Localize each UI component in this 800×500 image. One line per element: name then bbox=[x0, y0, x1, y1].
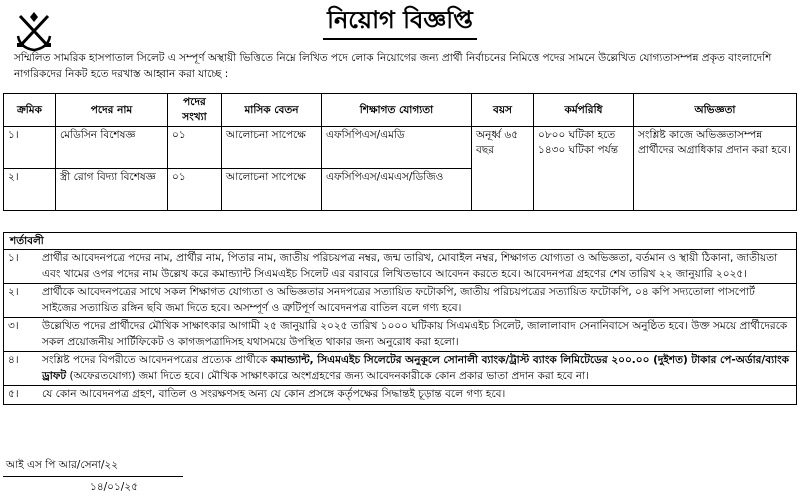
condition-item bbox=[4, 385, 796, 405]
row-serial: ২। bbox=[4, 169, 56, 211]
table-header-row bbox=[4, 94, 797, 127]
row-salary: আলোচনা সাপেক্ষে bbox=[222, 127, 322, 169]
col-serial: ক্রমিক bbox=[4, 94, 56, 127]
condition-number: ১। bbox=[8, 252, 19, 264]
condition-text bbox=[38, 352, 796, 385]
condition-item bbox=[4, 317, 796, 351]
publish-date: ১৪/০১/২৫ bbox=[90, 481, 138, 493]
condition-text: প্রার্থীকে আবেদনপত্রের সাথে সকল শিক্ষাগত যোগ্যতা ও অভিজ্ঞতার সনদপত্রের সত্যায়িত ফটোকপি, জাতীয় পরিচয়পত্রের সত্যায়িত ফটোকপি, ০৪ কপি সদ্যতোলা পাসপোর্ট সাইজের সত্যায়িত রঙ্গিন ছবি জমা দিতে হবে। অসম্পূর্ণ ও ত্রুটিপূর্ণ আবেদনপত্র বাতিল বলে গণ্য হবে। bbox=[42, 286, 755, 314]
intro-paragraph: সম্মিলিত সামরিক হাসপাতাল সিলেট এ সম্পূর্ণ অস্থায়ী ভিত্তিতে নিম্নে লিখিত পদে লোক নিয়োগের জন্য প্রার্থী নির্বাচনের নিমিত্তে পদের সামনে উল্লেখিত যোগ্যতাসম্পন্ন প্রকৃত বাংলাদেশি নাগরিকদের নিকট হতে দরখাস্ত আহ্বান করা যাচ্ছে : bbox=[14, 52, 772, 80]
col-count: পদের সংখ্যা bbox=[168, 94, 222, 127]
condition-item bbox=[4, 283, 796, 317]
col-age: বয়স bbox=[472, 94, 534, 127]
row-count: ০১ bbox=[168, 127, 222, 169]
row-qualification: এফসিপিএস/এমএস/ডিজিও bbox=[322, 169, 472, 211]
condition-text-part: সংশ্লিষ্ট পদের বিপরীতে আবেদনপত্রের প্রত্যেক প্রার্থীকে bbox=[42, 354, 271, 366]
col-salary: মাসিক বেতন bbox=[222, 94, 322, 127]
conditions-title: শর্তাবলী bbox=[10, 235, 44, 247]
condition-text-part: (অফেরতযোগ্য) জমা দিতে হবে। মৌখিক সাক্ষাৎকারে অংশগ্রহণের জন্য আবেদনকারীকে কোন প্রকার ভাতা প্রদান করা হবে না। bbox=[66, 369, 589, 382]
page-title: নিয়োগ বিজ্ঞপ্তি bbox=[323, 4, 477, 40]
condition-number: ৫। bbox=[8, 388, 19, 400]
condition-text: উল্লেখিত পদের প্রার্থীদের মৌখিক সাক্ষাৎকার আগামী ২৫ জানুয়ারি ২০২৫ তারিখ ১০০০ ঘটিকায় সিএমএইচ সিলেট, জালালাবাদ সেনানিবাসে অনুষ্ঠিত হবে। উক্ত সময়ে প্রার্থীদেরকে সকল প্রয়োজনীয় সার্টিফিকেট ও কাগজপত্রাদিসহ যথাসময়ে উপস্থিত থাকার জন্য অনুরোধ করা হলো। bbox=[42, 320, 788, 348]
conditions-section bbox=[3, 232, 797, 405]
row-age: অনূর্ধ্ব ৬৫ বছর bbox=[472, 127, 534, 211]
row-serial: ১। bbox=[4, 127, 56, 169]
reference-number: আই এস পি আর/সেনা/২২ bbox=[6, 459, 119, 471]
row-experience: সংশ্লিষ্ট কাজে অভিজ্ঞতাসম্পন্ন প্রার্থীদের অগ্রাধিকার প্রদান করা হবে। bbox=[634, 127, 797, 211]
col-qualification: শিক্ষাগত যোগ্যতা bbox=[322, 94, 472, 127]
col-post: পদের নাম bbox=[56, 94, 168, 127]
row-post: মেডিসিন বিশেষজ্ঞ bbox=[56, 127, 168, 169]
row-duty: ০৮০০ ঘটিকা হতে ১৪৩০ ঘটিকা পর্যন্ত bbox=[534, 127, 634, 211]
condition-text-bold: কমান্ড্যান্ট, সিএমএইচ সিলেটের অনুকূলে সোনালী ব্যাংক/ট্রাস্ট ব্যাংক লিমিটেডের ২০০.০০ (দুইশত) টাকার পে-অর্ডার/ব্যাংক ড্রাফট bbox=[42, 354, 790, 382]
reference-divider bbox=[3, 476, 183, 477]
table-row bbox=[4, 127, 797, 169]
condition-text: প্রার্থীর আবেদনপত্রে পদের নাম, প্রার্থীর নাম, পিতার নাম, জাতীয় পরিচয়পত্র নম্বর, জন্ম তারিখ, মোবাইল নম্বর, শিক্ষাগত যোগ্যতা ও অভিজ্ঞতা, বর্তমান ও স্থায়ী ঠিকানা, জাতীয়তা এবং খামের ওপর পদের নাম উল্লেখ করে কমান্ড্যান্ট সিএমএইচ সিলেট এর বরাবরে লিখিতভাবে আবেদন করতে হবে। আবেদনপত্র গ্রহণের শেষ তারিখ ২২ জানুয়ারি ২০২৫। bbox=[42, 252, 778, 280]
condition-number: ৪। bbox=[8, 354, 19, 366]
row-count: ০১ bbox=[168, 169, 222, 211]
col-experience: অভিজ্ঞতা bbox=[634, 94, 797, 127]
row-salary: আলোচনা সাপেক্ষে bbox=[222, 169, 322, 211]
condition-text: যে কোন আবেদনপত্র গ্রহণ, বাতিল ও সংরক্ষণসহ অন্য যে কোন প্রসঙ্গে কর্তৃপক্ষের সিদ্ধান্তই চূড়ান্ত বলে গণ্য হবে। bbox=[42, 388, 506, 400]
condition-number: ৩। bbox=[8, 320, 19, 332]
condition-number: ২। bbox=[8, 286, 19, 298]
vacancy-table bbox=[3, 93, 797, 211]
condition-item bbox=[4, 249, 796, 283]
row-qualification: এফসিপিএস/এমডি bbox=[322, 127, 472, 169]
condition-item bbox=[4, 351, 796, 385]
col-duty: কর্মপরিধি bbox=[534, 94, 634, 127]
row-post: স্ত্রী রোগ বিদ্যা বিশেষজ্ঞ bbox=[56, 169, 168, 211]
